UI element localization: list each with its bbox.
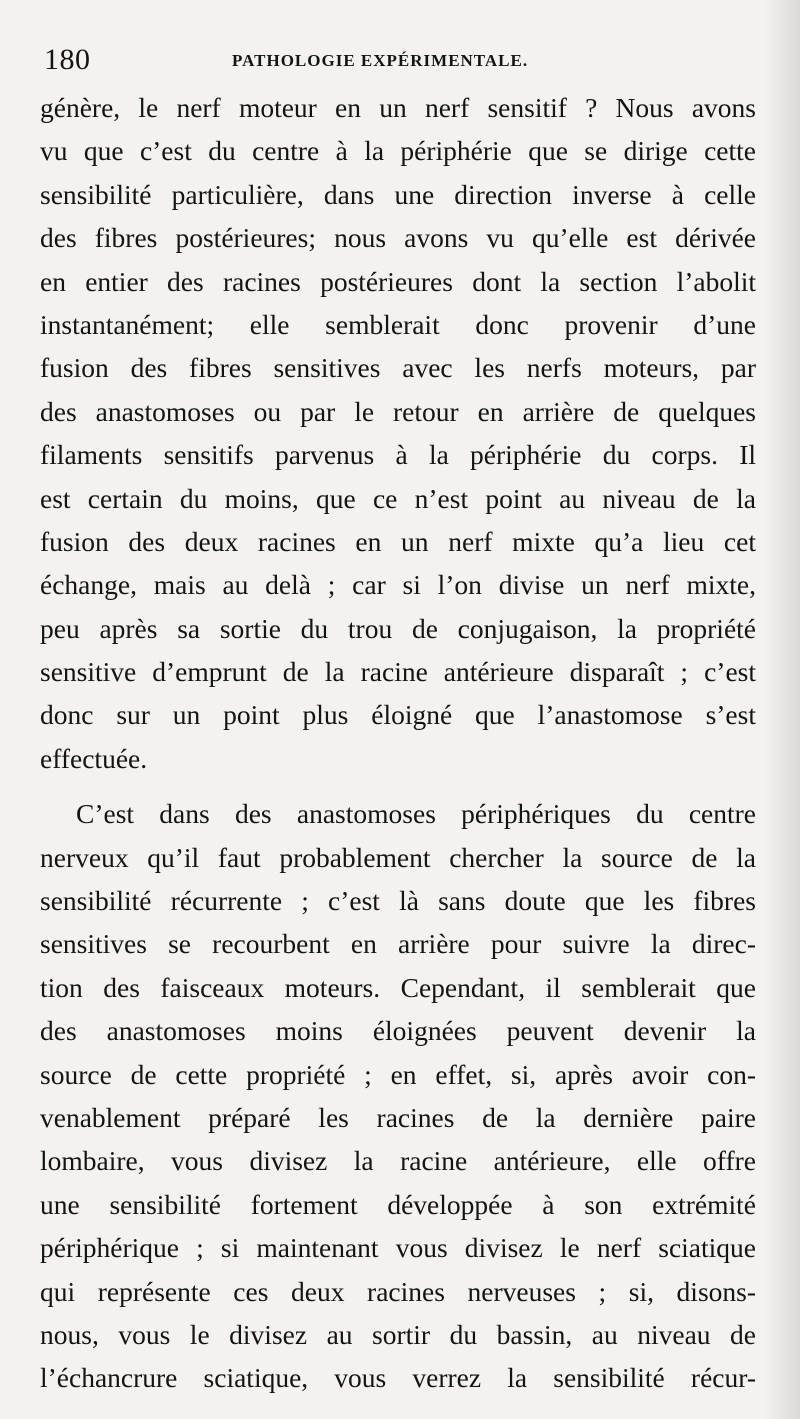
text-line: des fibres postérieures; nous avons vu qu’elle est dérivée (40, 222, 756, 254)
text-line: une sensibilité fortement développée à son extrémité (40, 1188, 756, 1220)
text-line: l’échancrure sciatique, vous verrez la sensibilité récur- (40, 1362, 756, 1394)
text-line: donc sur un point plus éloigné que l’anastomose s’est (40, 699, 756, 731)
text-line: effectuée. (40, 742, 148, 774)
text-line: sensibilité particulière, dans une direction inverse à celle (40, 178, 756, 210)
text-line: source de cette propriété ; en effet, si, après avoir con- (40, 1058, 756, 1090)
text-line: nerveux qu’il faut probablement chercher la source de la (40, 841, 756, 873)
text-line: sensitive d’emprunt de la racine antérieure disparaît ; c’est (40, 656, 756, 688)
text-line: C’est dans des anastomoses périphériques du centre (76, 798, 756, 830)
page-header (44, 40, 760, 80)
text-line: fusion des deux racines en un nerf mixte qu’a lieu cet (40, 525, 756, 557)
text-line: génère, le nerf moteur en un nerf sensitif ? Nous avons (40, 92, 756, 123)
text-line: vu que c’est du centre à la périphérie que se dirige cette (40, 135, 756, 167)
text-line: instantanément; elle semblerait donc provenir d’une (40, 308, 756, 340)
text-line: filaments sensitifs parvenus à la périphérie du corps. Il (40, 439, 756, 471)
paragraph-2 (40, 792, 756, 1399)
text-line: est certain du moins, que ce n’est point au niveau de la (40, 482, 756, 514)
running-title: PATHOLOGIE EXPÉRIMENTALE. (232, 51, 529, 70)
text-line: venablement préparé les racines de la dernière paire (40, 1101, 756, 1133)
text-line: des anastomoses moins éloignées peuvent devenir la (40, 1015, 756, 1047)
text-line: en entier des racines postérieures dont la section l’abolit (40, 265, 756, 297)
text-line: lombaire, vous divisez la racine antérieure, elle offre (40, 1145, 756, 1177)
text-line: échange, mais au delà ; car si l’on divise un nerf mixte, (40, 569, 756, 601)
text-line: sensibilité récurrente ; c’est là sans doute que les fibres (40, 885, 756, 917)
text-line: périphérique ; si maintenant vous divisez le nerf sciatique (40, 1232, 756, 1264)
text-line: des anastomoses ou par le retour en arrière de quelques (40, 395, 756, 427)
text-line: nous, vous le divisez au sortir du bassin, au niveau de (40, 1318, 756, 1350)
paragraph-gap (40, 780, 756, 792)
text-line: tion des faisceaux moteurs. Cependant, il semblerait que (40, 971, 756, 1003)
body-text (40, 86, 756, 1400)
page-edge-shadow (764, 0, 800, 1419)
text-line: sensitives se recourbent en arrière pour suivre la direc- (40, 928, 756, 960)
text-line: peu après sa sortie du trou de conjugaison, la propriété (40, 612, 756, 644)
page-number: 180 (44, 43, 91, 76)
paragraph-1 (40, 86, 756, 780)
text-line: qui représente ces deux racines nerveuses ; si, disons- (40, 1275, 756, 1307)
text-line: fusion des fibres sensitives avec les nerfs moteurs, par (40, 352, 756, 384)
